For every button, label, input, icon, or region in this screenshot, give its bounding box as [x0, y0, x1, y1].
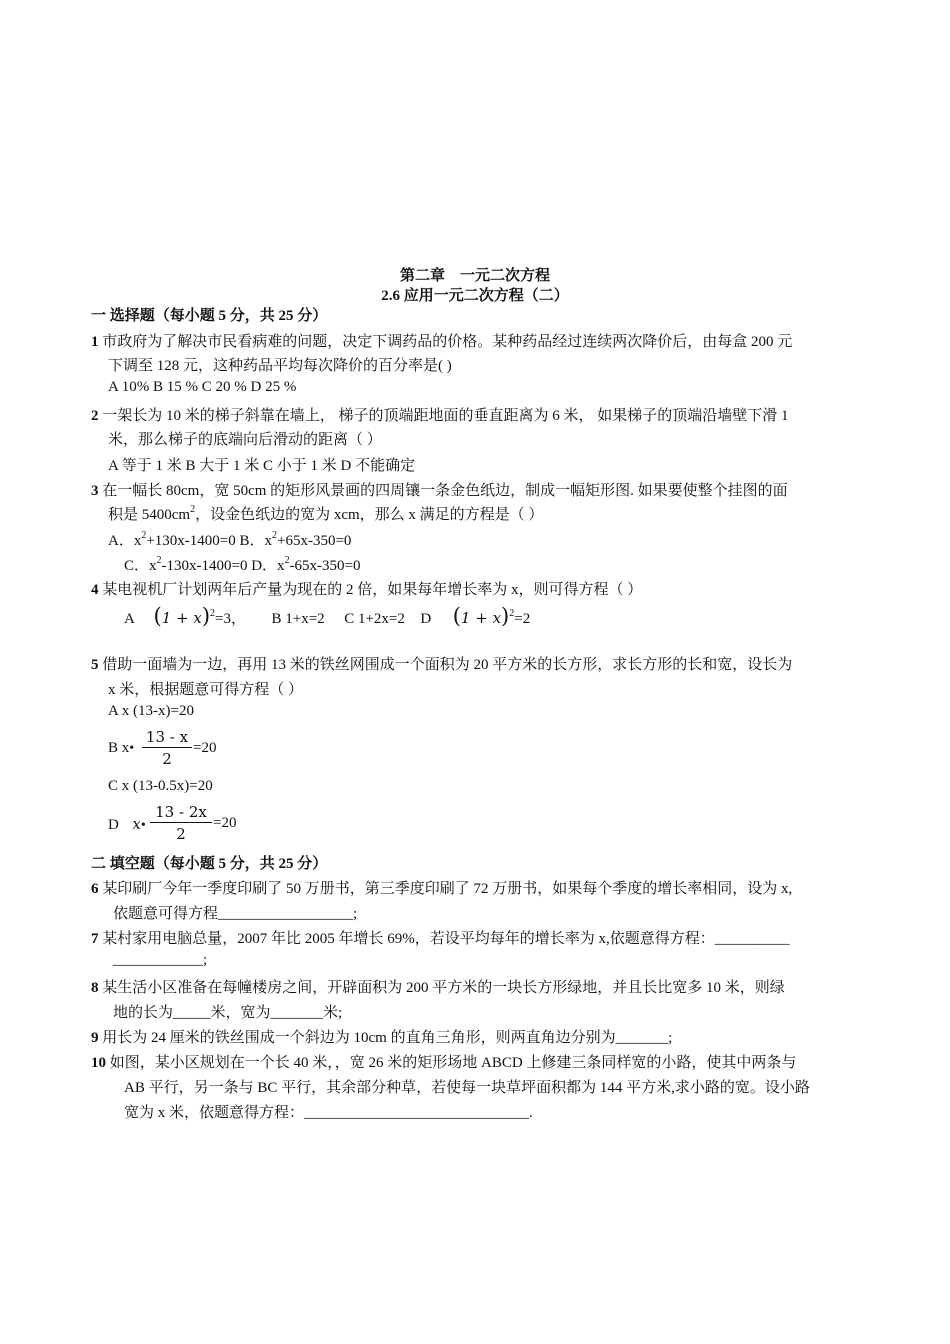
- question-5-line2: x 米，根据题意可得方程（ ）: [108, 682, 304, 698]
- question-number: 4: [91, 582, 99, 598]
- question-text: 某印刷厂今年一季度印刷了 50 万册书，第三季度印刷了 72 万册书，如果每个季度的增长率相同，设为 x,: [98, 881, 793, 897]
- question-4-options: [124, 604, 530, 628]
- option-c: C 1+2x=2: [344, 611, 405, 627]
- option-a-rest: =3，: [215, 611, 246, 627]
- math-expression: 1 + x: [161, 609, 202, 627]
- option-a-rest: +130x-1400=0 B．x: [146, 533, 273, 549]
- option-a: A: [124, 611, 135, 627]
- question-2-options: A 等于 1 米 B 大于 1 米 C 小于 1 米 D 不能确定: [108, 458, 416, 474]
- multiply-dot: •: [140, 818, 146, 833]
- question-2: [91, 404, 789, 425]
- question-1-line2: 下调至 128 元，这种药品平均每次降价的百分率是( ): [108, 358, 452, 374]
- paren-close: ): [501, 604, 510, 628]
- text-segment: ，设金色纸边的宽为 xcm，那么 x 满足的方程是（ ）: [195, 507, 544, 523]
- question-number: 6: [91, 881, 99, 897]
- question-1-options: A 10% B 15 % C 20 % D 25 %: [108, 379, 297, 395]
- question-number: 8: [91, 980, 99, 996]
- question-number: 1: [91, 334, 99, 350]
- question-8: [91, 976, 785, 997]
- question-text: 一架长为 10 米的梯子斜靠在墙上， 梯子的顶端距地面的垂直距离为 6 米， 如果梯子的顶端沿墙壁下滑 1: [102, 408, 789, 424]
- option-a: A．x: [108, 533, 142, 549]
- question-5: [91, 653, 792, 674]
- fraction-denominator: 2: [162, 750, 172, 768]
- question-1: [91, 330, 792, 351]
- superscript: 2: [284, 555, 290, 566]
- option-b-result: =20: [193, 740, 217, 756]
- fraction-bar: [142, 747, 192, 748]
- fraction-numerator: 13 - x: [145, 728, 189, 746]
- superscript: 2: [141, 530, 147, 541]
- option-d-rest: -65x-350=0: [289, 558, 361, 574]
- question-8-line2: 地的长为_____米，宽为_______米;: [113, 1005, 343, 1021]
- question-number: 10: [91, 1055, 106, 1071]
- question-text: 如图，某小区规划在一个长 40 米，，宽 26 米的矩形场地 ABCD 上修建三条同样宽的小路，使其中两条与: [106, 1055, 797, 1071]
- fraction-denominator: 2: [176, 825, 186, 843]
- option-b-rest: +65x-350=0: [277, 533, 352, 549]
- question-number: 9: [91, 1030, 99, 1046]
- section-choice-heading: 一 选择题（每小题 5 分，共 25 分）: [91, 308, 328, 324]
- question-number: 2: [91, 408, 99, 424]
- option-b-label: B x: [108, 740, 130, 756]
- text-segment: 积是 5400cm: [108, 507, 191, 523]
- question-text: 某村家用电脑总量，2007 年比 2005 年增长 69%，若设平均每年的增长率为 x,依题意得方程：__________: [98, 931, 790, 947]
- option-c-rest: -130x-1400=0 D．x: [161, 558, 285, 574]
- question-10-line3: 宽为 x 米，依题意得方程：______________________________.: [124, 1105, 533, 1121]
- question-text: 在一幅长 80cm，宽 50cm 的矩形风景画的四周镶一条金色纸边，制成一幅矩形图. 如果要使整个挂图的面: [102, 483, 788, 499]
- question-7: [91, 927, 790, 948]
- math-variable: x: [132, 815, 141, 833]
- fraction-bar: [150, 822, 212, 823]
- question-2-line2: 米，那么梯子的底端向后滑动的距离（ ）: [108, 432, 382, 448]
- question-6: [91, 877, 792, 898]
- fraction-numerator: 13 - 2x: [155, 803, 207, 821]
- question-number: 7: [91, 931, 99, 947]
- paren-open: (: [153, 604, 162, 628]
- option-d-rest: =2: [514, 611, 531, 627]
- question-text: 市政府为了解决市民看病难的问题，决定下调药品的价格。某种药品经过连续两次降价后，由每盒 200 元: [102, 334, 793, 350]
- question-10-line2: AB 平行，另一条与 BC 平行，其余部分种草，若使每一块草坪面积都为 144 平方米,求小路的宽。设小路: [124, 1080, 810, 1096]
- question-3-options-ab: [108, 529, 351, 550]
- paren-close: ): [201, 604, 211, 628]
- superscript: 2: [272, 530, 278, 541]
- superscript: 2: [190, 504, 196, 515]
- question-9: [91, 1026, 672, 1047]
- fraction-d: [150, 803, 212, 843]
- question-text: 某电视机厂计划两年后产量为现在的 2 倍，如果每年增长率为 x，则可得方程（ ）: [102, 582, 643, 598]
- question-4: [91, 578, 642, 599]
- fraction-b: [142, 728, 192, 768]
- chapter-title: 第二章 一元二次方程: [399, 268, 550, 284]
- section-fill-heading: 二 填空题（每小题 5 分，共 25 分）: [91, 856, 328, 872]
- multiply-dot: •: [129, 741, 135, 756]
- question-5-option-a: A x (13-x)=20: [108, 703, 194, 719]
- superscript: 2: [509, 608, 515, 619]
- question-text: 某生活小区准备在每幢楼房之间，开辟面积为 200 平方米的一块长方形绿地，并且长比宽多 10 米，则绿: [98, 980, 785, 996]
- superscript: 2: [156, 555, 162, 566]
- lesson-title: 2.6 应用一元二次方程（二）: [381, 288, 569, 304]
- question-6-line2: 依题意可得方程__________________;: [113, 906, 358, 922]
- option-d: D: [420, 611, 432, 627]
- question-text: 用长为 24 厘米的铁丝围成一个斜边为 10cm 的直角三角形，则两直角边分别为_______;: [98, 1030, 673, 1046]
- question-number: 5: [91, 657, 99, 673]
- math-expression: 1 + x: [460, 609, 502, 627]
- question-5-option-d: [108, 815, 146, 834]
- question-number: 3: [91, 483, 99, 499]
- paren-open: (: [452, 604, 461, 628]
- option-b: B 1+x=2: [271, 611, 325, 627]
- question-5-option-b: [108, 740, 134, 757]
- option-d-result: =20: [213, 815, 237, 831]
- question-text: 借助一面墙为一边，再用 13 米的铁丝网围成一个面积为 20 平方米的长方形，求长方形的长和宽，设长为: [102, 657, 793, 673]
- option-d-label: D: [108, 817, 119, 833]
- question-3-line2: [108, 503, 543, 524]
- question-7-line2: ____________;: [113, 952, 208, 968]
- superscript: 2: [210, 608, 216, 619]
- question-10: [91, 1051, 796, 1072]
- option-c: C．x: [124, 558, 157, 574]
- question-5-option-c: C x (13-0.5x)=20: [108, 778, 213, 794]
- question-3: [91, 479, 788, 500]
- question-3-options-cd: [124, 554, 361, 575]
